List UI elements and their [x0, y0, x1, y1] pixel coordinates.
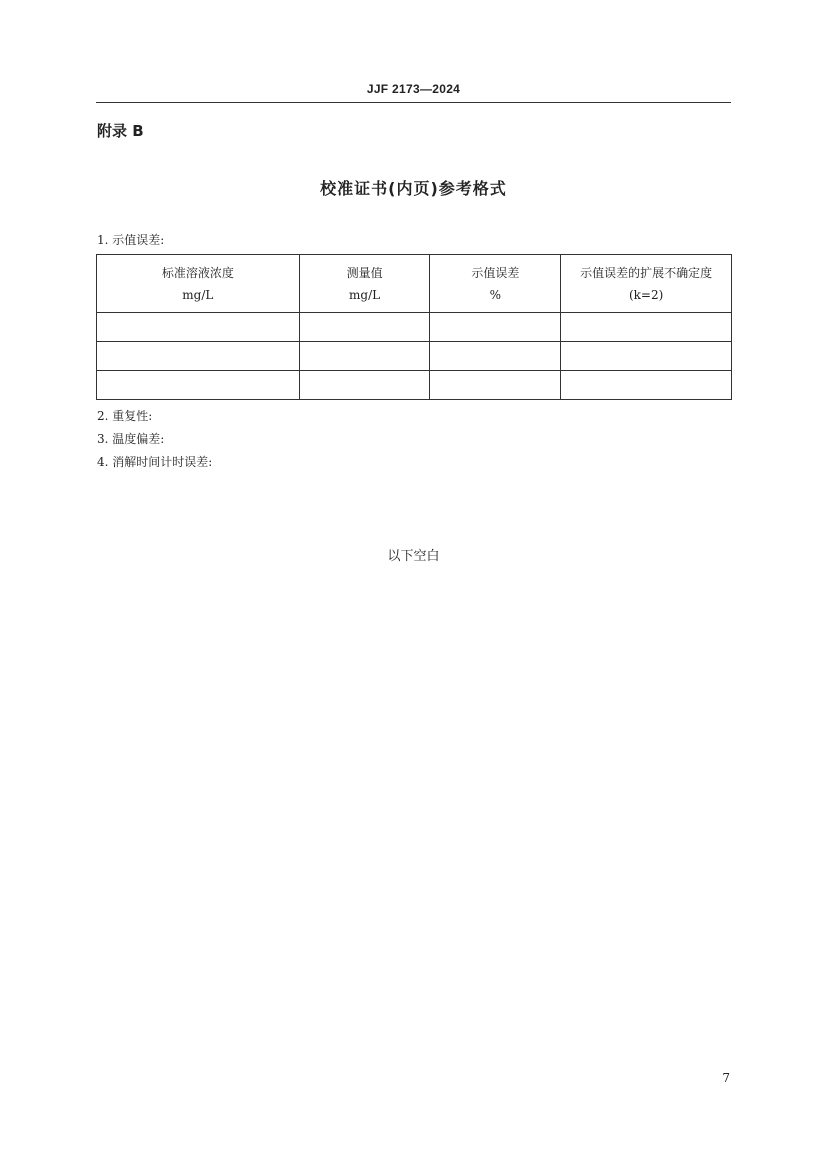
table-cell: [561, 371, 732, 400]
header-divider: [96, 102, 731, 103]
page-title: 校准证书(内页)参考格式: [320, 179, 507, 198]
table-cell: [561, 342, 732, 371]
table-cell: [299, 313, 430, 342]
column-header-label: 示值误差: [471, 265, 520, 280]
table-cell: [299, 371, 430, 400]
table-cell: [430, 313, 561, 342]
table-row: [97, 313, 732, 342]
column-header-indication-error: [430, 255, 561, 313]
table-header-row: [97, 255, 732, 313]
table-row: [97, 342, 732, 371]
column-header-standard-concentration: [97, 255, 300, 313]
column-header-unit: %: [489, 287, 502, 302]
table-cell: [97, 342, 300, 371]
item-temperature-deviation: 3. 温度偏差:: [97, 432, 165, 446]
column-header-unit: (k=2): [628, 287, 664, 302]
table-cell: [97, 313, 300, 342]
item-repeatability: 2. 重复性:: [97, 409, 153, 423]
calibration-table: [96, 254, 732, 400]
column-header-label: 测量值: [346, 265, 383, 280]
appendix-label: 附录 B: [97, 122, 144, 140]
page-number: 7: [722, 1071, 730, 1085]
table-cell: [299, 342, 430, 371]
table-cell: [97, 371, 300, 400]
document-code-header: JJF 2173—2024: [366, 82, 461, 96]
column-header-label: 示值误差的扩展不确定度: [580, 265, 713, 280]
table-cell: [430, 342, 561, 371]
blank-below-note: 以下空白: [387, 549, 440, 564]
table-cell: [430, 371, 561, 400]
column-header-measured-value: [299, 255, 430, 313]
column-header-label: 标准溶液浓度: [161, 265, 234, 280]
column-header-unit: mg/L: [349, 287, 381, 302]
item-digestion-timing-error: 4. 消解时间计时误差:: [97, 455, 213, 469]
table-cell: [561, 313, 732, 342]
table-row: [97, 371, 732, 400]
column-header-expanded-uncertainty: [561, 255, 732, 313]
column-header-unit: mg/L: [182, 287, 214, 302]
item-indication-error: 1. 示值误差:: [97, 233, 165, 247]
